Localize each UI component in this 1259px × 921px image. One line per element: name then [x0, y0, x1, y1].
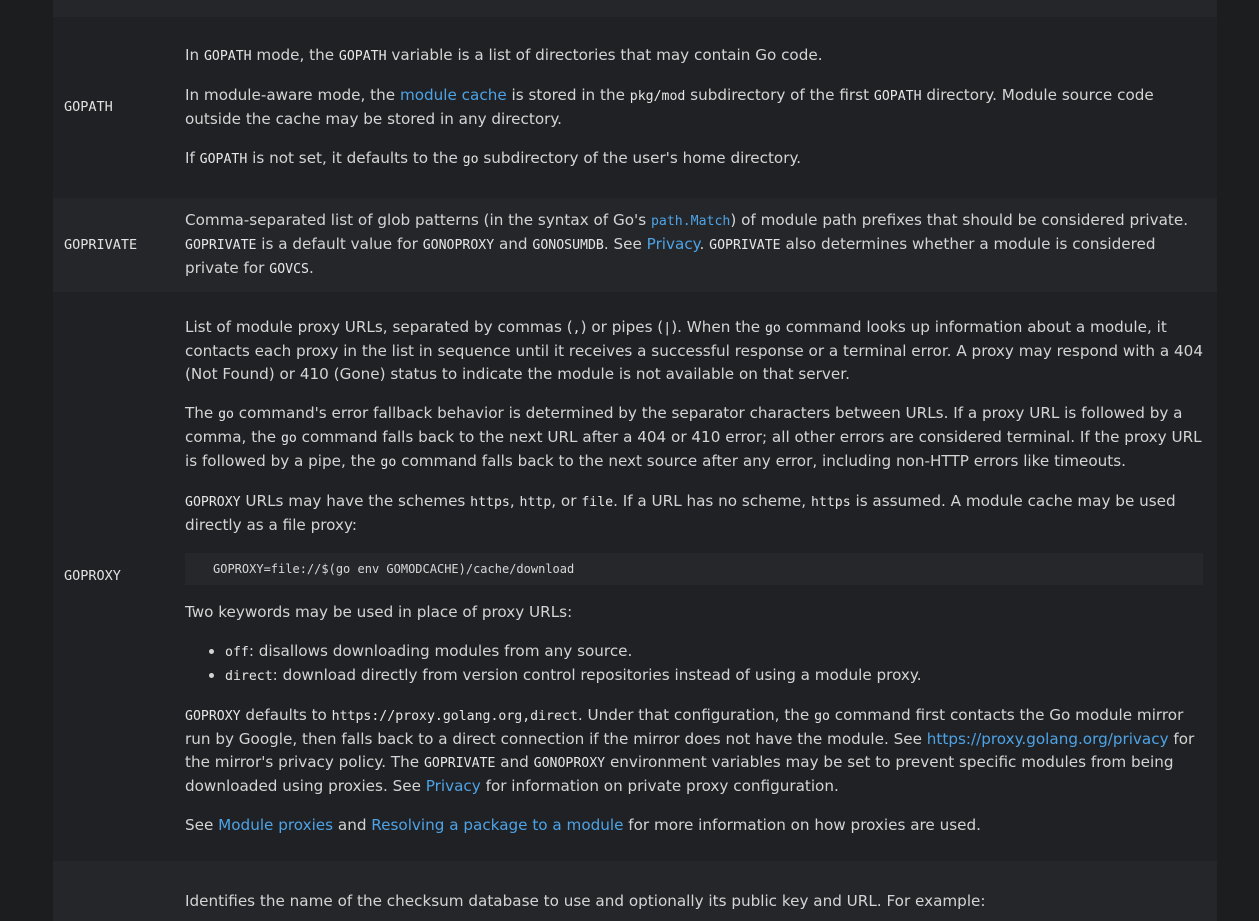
list-item: • direct: download directly from version control repositories instead of using a module proxy.: [225, 664, 1203, 688]
path-match-link[interactable]: path.Match: [650, 214, 731, 229]
var-name-gopath: GOPATH: [64, 99, 113, 115]
resolving-package-link[interactable]: Resolving a package to a module: [371, 816, 624, 834]
keyword-list: [185, 640, 1203, 688]
paragraph: Two keywords may be used in place of proxy URLs:: [185, 603, 573, 621]
code-block: GOPROXY=file://$(go env GOMODCACHE)/cache/download: [185, 553, 1203, 585]
var-desc-gosumdb: [185, 890, 1217, 913]
module-cache-link[interactable]: module cache: [399, 86, 507, 104]
paragraph: Identifies the name of the checksum database to use and optionally its public key and URL. For example:: [185, 892, 986, 910]
table-row-gosumdb: [53, 861, 1217, 921]
list-item: • off: disallows downloading modules from any source.: [225, 640, 1203, 664]
table-row-gopath: [53, 17, 1217, 198]
paragraph: GOPROXY URLs may have the schemes https, http, or file. If a URL has no scheme, https is assumed. A module cache may be used directly as a file proxy:: [185, 492, 1176, 534]
module-proxies-link[interactable]: Module proxies: [218, 816, 334, 834]
var-desc-goproxy: [185, 316, 1217, 837]
env-var-table: [53, 0, 1217, 921]
paragraph: The go command's error fallback behavior is determined by the separator characters between URLs. If a proxy URL is followed by a comma, the go command falls back to the next URL after a 404 or 410 error; all other errors are considered terminal. If the proxy URL is followed by a pipe, the go command falls back to the next source after any error, including non-HTTP errors like timeouts.: [185, 404, 1202, 470]
privacy-link[interactable]: Privacy: [646, 235, 700, 253]
var-name-goproxy: GOPROXY: [64, 568, 121, 584]
table-row-goprivate: [53, 198, 1217, 292]
proxy-privacy-link[interactable]: https://proxy.golang.org/privacy: [926, 730, 1169, 748]
paragraph: In module-aware mode, the module cache is stored in the pkg/mod subdirectory of the first GOPATH directory. Module source code outside the cache may be stored in any directory.: [185, 86, 1154, 128]
paragraph: List of module proxy URLs, separated by commas (,) or pipes (|). When the go command looks up information about a module, it contacts each proxy in the list in sequence until it receives a successful response or a terminal error. A proxy may respond with a 404 (Not Found) or 410 (Gone) status to indicate the module is not available on that server.: [185, 318, 1204, 383]
privacy-link[interactable]: Privacy: [425, 777, 481, 795]
var-desc-gopath: [185, 44, 1217, 171]
paragraph: See Module proxies and Resolving a package to a module for more information on how proxies are used.: [185, 816, 981, 834]
var-name-goprivate: GOPRIVATE: [64, 236, 138, 253]
paragraph: If GOPATH is not set, it defaults to the go subdirectory of the user's home directory.: [185, 149, 802, 167]
paragraph: Comma-separated list of glob patterns (in the syntax of Go's path.Match) of module path prefixes that should be considered private. GOPRIVATE is a default value for GONOPROXY and GONOSUMDB. See Privacy. GOPRIVATE also determines whether a module is considered private for GOVCS.: [185, 211, 1189, 277]
table-row-goproxy: [53, 292, 1217, 861]
paragraph: GOPROXY defaults to https://proxy.golang.org,direct. Under that configuration, the go command first contacts the Go module mirror run by Google, then falls back to a direct connection if the mirror does not have the module. See https://proxy.golang.org/privacy for the mirror's privacy policy. The GOPRIVATE and GONOPROXY environment variables may be set to prevent specific modules from being downloaded using proxies. See Privacy for information on private proxy configuration.: [185, 706, 1195, 795]
var-desc-goprivate: [185, 209, 1217, 281]
table-top-edge: [53, 0, 1217, 17]
paragraph: In GOPATH mode, the GOPATH variable is a list of directories that may contain Go code.: [185, 46, 823, 64]
